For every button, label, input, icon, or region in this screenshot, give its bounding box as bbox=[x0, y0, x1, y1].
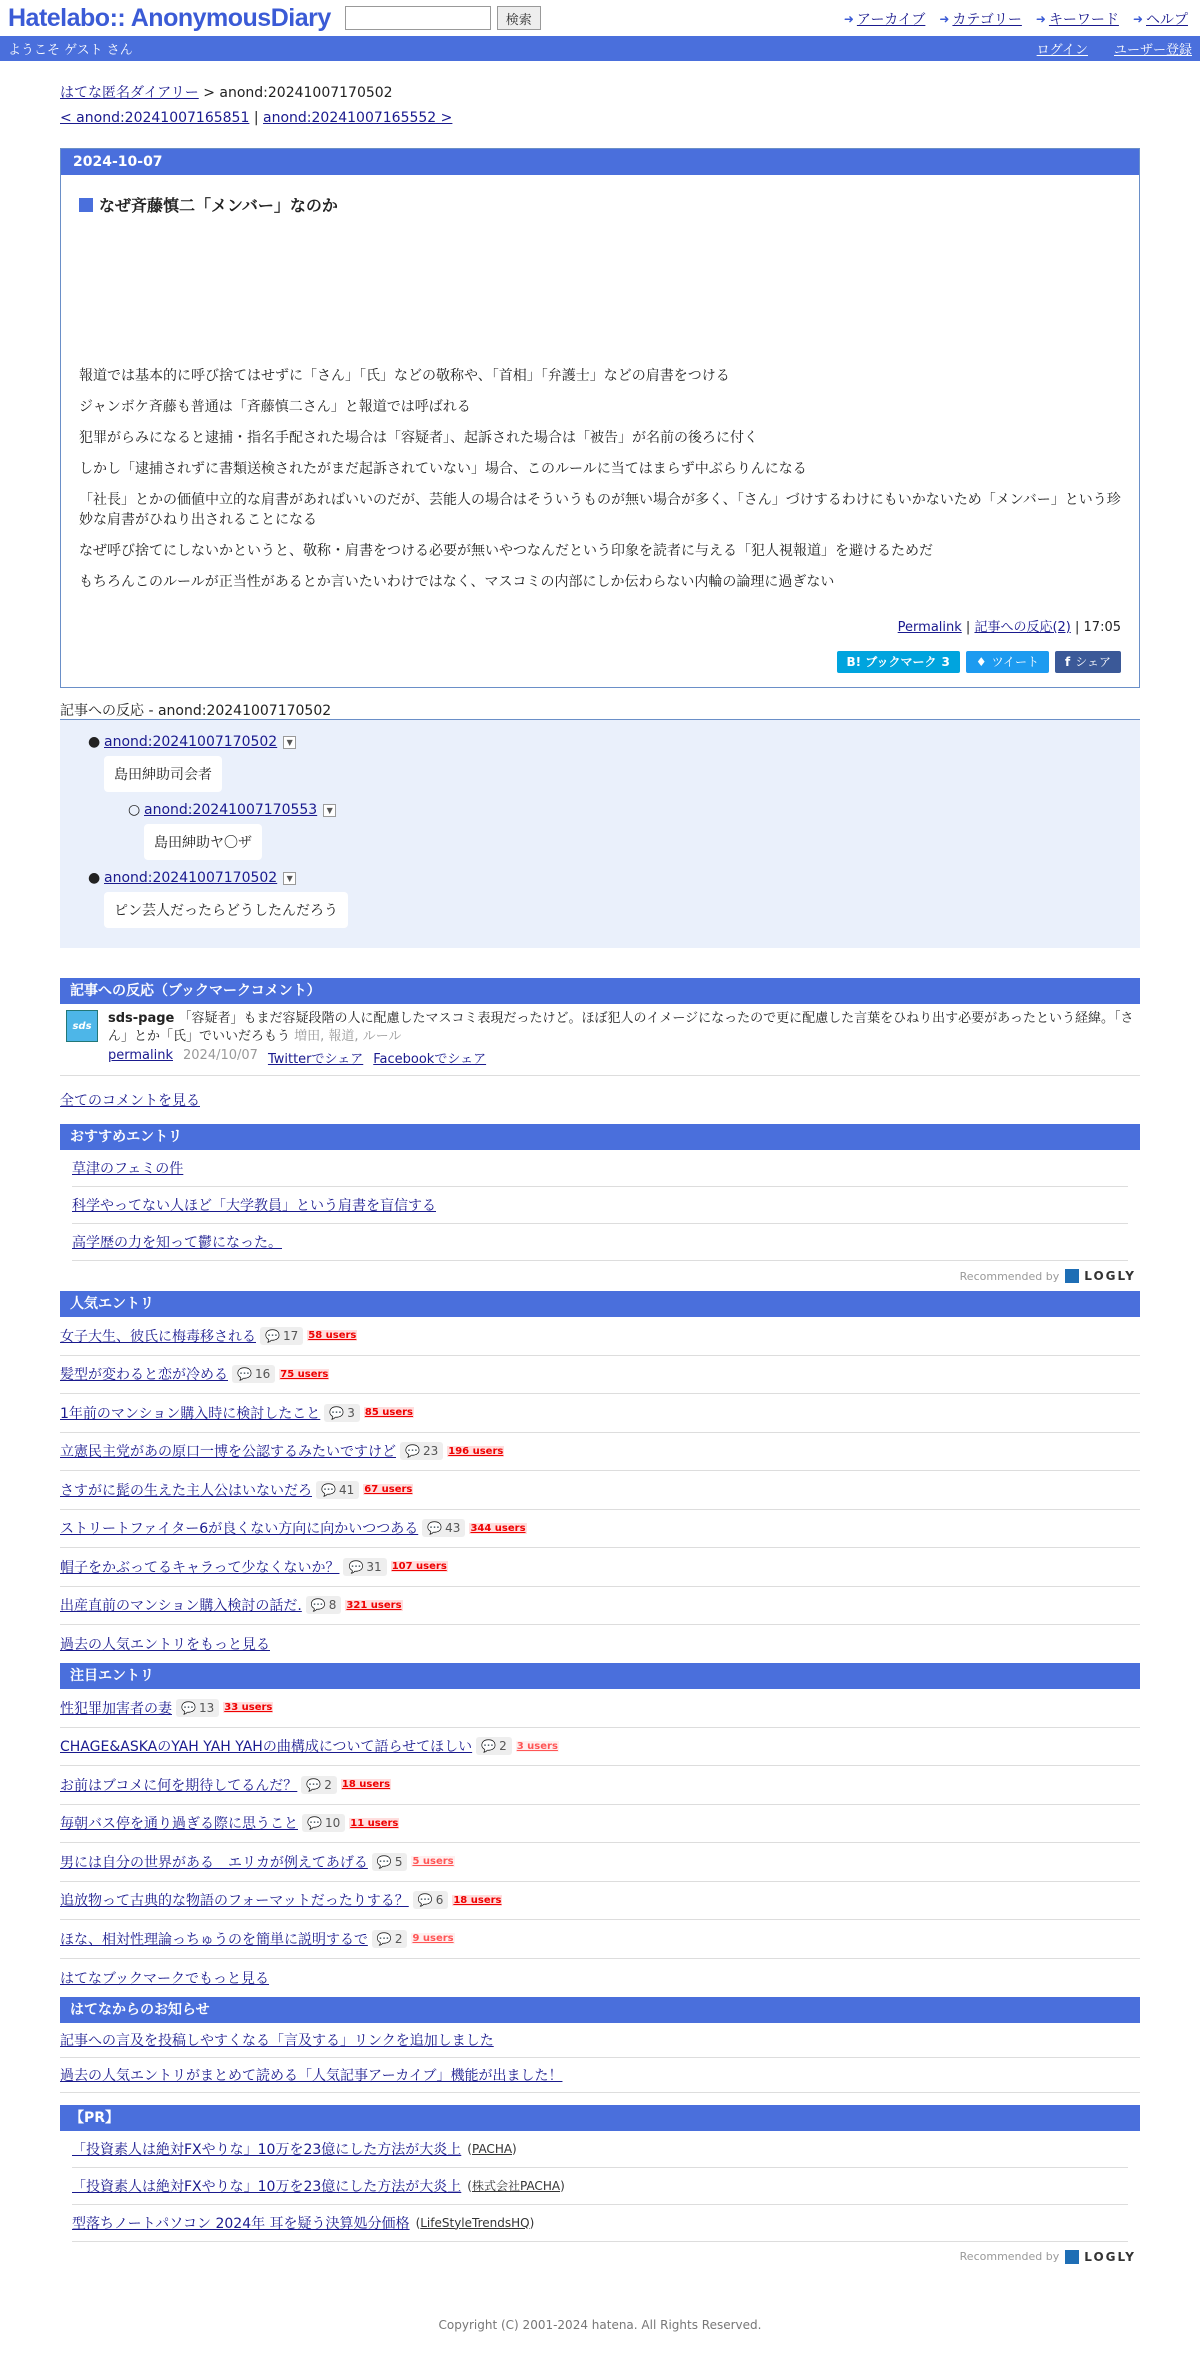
breadcrumb: はてな匿名ダイアリー > anond:20241007170502 bbox=[60, 85, 393, 101]
logly-logo[interactable]: LOGLY bbox=[1065, 2250, 1136, 2264]
nav-keyword[interactable]: ➜ キーワード bbox=[1035, 12, 1119, 28]
circle-bullet-icon: ○ bbox=[128, 802, 141, 818]
top-bar bbox=[0, 0, 1200, 36]
popular-heading: 人気エントリ bbox=[60, 1291, 1140, 1317]
recommended-item[interactable]: 高学歴の力を知って鬱になった。 bbox=[72, 1224, 1128, 1261]
speech-bubble-icon: 💬 bbox=[376, 1854, 392, 1869]
speech-bubble-icon: 💬 bbox=[481, 1739, 497, 1754]
register-link[interactable]: ユーザー登録 bbox=[1113, 43, 1192, 58]
popular-item[interactable]: ストリートファイター6が良くない方向に向かいつつある 💬 43 344 users bbox=[60, 1510, 1140, 1549]
welcome-text: ようこそ ゲスト さん bbox=[8, 43, 133, 58]
entry-paragraph: ジャンボケ斉藤も普通は「斉藤慎二さん」と報道では呼ばれる bbox=[79, 399, 471, 415]
nav-help[interactable]: ➜ ヘルプ bbox=[1132, 12, 1188, 28]
comment-count-badge[interactable]: 💬 2 bbox=[476, 1737, 512, 1755]
attention-item[interactable]: ほな、相対性理論っちゅうのを簡単に説明するで 💬 2 9 users bbox=[60, 1920, 1140, 1959]
entry-footer: Permalink | 記事への反応(2) | 17:05 bbox=[897, 620, 1121, 635]
comment-count-badge[interactable]: 💬 23 bbox=[400, 1442, 443, 1460]
comment-count-badge[interactable]: 💬 3 bbox=[324, 1404, 360, 1422]
user-bar bbox=[0, 36, 1200, 61]
recommended-by: Recommended by LOGLY bbox=[959, 1269, 1136, 1283]
attention-heading: 注目エントリ bbox=[60, 1663, 1140, 1689]
next-entry-link[interactable]: anond:20241007165552 > bbox=[263, 110, 453, 126]
nav-category[interactable]: ➜ カテゴリー bbox=[939, 12, 1022, 28]
bookmark-users-badge[interactable]: 321 users bbox=[346, 1599, 402, 1611]
attention-item[interactable]: 性犯罪加害者の妻 💬 13 33 users bbox=[60, 1689, 1140, 1728]
popular-list bbox=[60, 1317, 1140, 1625]
nav-archive[interactable]: ➜ アーカイブ bbox=[843, 12, 926, 28]
user-avatar[interactable]: sds bbox=[66, 1010, 98, 1042]
comment-count-badge[interactable]: 💬 8 bbox=[306, 1596, 342, 1614]
entry-time: 17:05 bbox=[1083, 620, 1121, 635]
top-nav bbox=[844, 9, 1188, 29]
popular-item[interactable]: さすがに髭の生えた主人公はいないだろ 💬 41 67 users bbox=[60, 1471, 1140, 1510]
chevron-right-icon: ➜ bbox=[843, 12, 854, 26]
recommended-item[interactable]: 草津のフェミの件 bbox=[72, 1150, 1128, 1187]
bookmark-comment-text: 「容疑者」もまだ容疑段階の人に配慮したマスコミ表現だったけど。ほぼ犯人のイメージになったので更に配慮した言葉をひねり出す必要があったという経緯。「さん」とか「氏」でいいだろもう bbox=[108, 1011, 1134, 1044]
hatena-bookmark-button[interactable]: B! ブックマーク 3 bbox=[837, 651, 960, 673]
attention-item[interactable]: お前はブコメに何を期待してるんだ？ 💬 2 18 users bbox=[60, 1766, 1140, 1805]
breadcrumb-current: anond:20241007170502 bbox=[219, 85, 393, 101]
bookmark-users-badge[interactable]: 344 users bbox=[470, 1522, 526, 1534]
facebook-share-button[interactable]: f シェア bbox=[1055, 651, 1121, 673]
permalink[interactable]: Permalink bbox=[897, 620, 962, 635]
attention-list bbox=[60, 1689, 1140, 1959]
chevron-right-icon: ➜ bbox=[1035, 12, 1046, 26]
news-item[interactable]: 記事への言及を投稿しやすくなる「言及する」リンクを追加しました bbox=[60, 2023, 1140, 2058]
popular-more-link[interactable]: 過去の人気エントリをもっと見る bbox=[60, 1637, 270, 1653]
dropdown-icon[interactable]: ▼ bbox=[323, 804, 336, 817]
bookmark-users-badge[interactable]: 107 users bbox=[391, 1561, 447, 1573]
speech-bubble-icon: 💬 bbox=[321, 1482, 336, 1497]
popular-item[interactable]: 1年前のマンション購入時に検討したこと 💬 3 85 users bbox=[60, 1394, 1140, 1433]
speech-bubble-icon: 💬 bbox=[306, 1777, 322, 1792]
breadcrumb-root[interactable]: はてな匿名ダイアリー bbox=[60, 85, 199, 101]
entry-date: 2024-10-07 bbox=[61, 149, 1139, 175]
comment-count-badge[interactable]: 💬 10 bbox=[302, 1814, 345, 1832]
pr-item[interactable]: 型落ちノートパソコン 2024年 耳を疑う決算処分価格 (LifeStyleTrendsHQ) bbox=[72, 2205, 1128, 2242]
tweet-button[interactable]: ♦ ツイート bbox=[966, 651, 1049, 673]
bookmark-tags: 増田, 報道, ルール bbox=[294, 1029, 402, 1044]
facebook-icon: f bbox=[1065, 655, 1071, 669]
bookmark-comment bbox=[60, 1004, 1140, 1076]
speech-bubble-icon: 💬 bbox=[265, 1328, 280, 1343]
bookmark-users-badge[interactable]: 5 users bbox=[412, 1856, 454, 1868]
logly-icon bbox=[1065, 2250, 1079, 2264]
comment-count-badge[interactable]: 💬 17 bbox=[260, 1327, 303, 1345]
attention-more-link[interactable]: はてなブックマークでもっと見る bbox=[60, 1970, 270, 1987]
chevron-right-icon: ➜ bbox=[939, 12, 950, 26]
speech-bubble-icon: 💬 bbox=[427, 1521, 443, 1536]
bookmark-permalink[interactable]: permalink bbox=[108, 1048, 173, 1063]
comment-count-badge[interactable]: 💬 2 bbox=[301, 1776, 337, 1794]
news-item[interactable]: 過去の人気エントリがまとめて読める「人気記事アーカイブ」機能が出ました！ bbox=[60, 2058, 1140, 2093]
reaction-item: ● anond:20241007170502 ▼ bbox=[104, 870, 1140, 886]
popular-item[interactable]: 立憲民主党があの原口一博を公認するみたいですけど 💬 23 196 users bbox=[60, 1433, 1140, 1472]
entry-paragraph: しかし「逮捕されずに書類送検されたがまだ起訴されていない」場合、このルールに当てはまらず中ぶらりんになる bbox=[79, 461, 807, 477]
bookmark-users-badge[interactable]: 3 users bbox=[516, 1740, 558, 1752]
attention-item[interactable]: CHAGE&ASKAのYAH YAH YAHの曲構成について語らせてほしい 💬 2 3 users bbox=[60, 1728, 1140, 1767]
comment-count-badge[interactable]: 💬 43 bbox=[422, 1519, 465, 1537]
logly-icon bbox=[1065, 1269, 1079, 1283]
speech-bubble-icon: 💬 bbox=[417, 1893, 433, 1908]
prev-entry-link[interactable]: < anond:20241007165851 bbox=[60, 110, 250, 126]
speech-bubble-icon: 💬 bbox=[307, 1816, 322, 1831]
pr-recommended-by: Recommended by LOGLY bbox=[959, 2249, 1136, 2264]
facebook-share-link[interactable]: Facebookでシェア bbox=[373, 1052, 487, 1067]
bookmark-comments-heading: 記事への反応（ブックマークコメント） bbox=[60, 978, 1140, 1004]
speech-bubble-icon: 💬 bbox=[376, 1931, 392, 1946]
entry-title: なぜ斉藤慎二「メンバー」なのか bbox=[79, 193, 1121, 216]
search-input[interactable] bbox=[345, 6, 491, 30]
entry-paragraph: もちろんこのルールが正当性があるとか言いたいわけではなく、マスコミの内部にしか伝わらない内輪の論理に過ぎない bbox=[79, 574, 835, 590]
bookmark-users-badge[interactable]: 18 users bbox=[341, 1779, 391, 1791]
speech-bubble-icon: 💬 bbox=[181, 1700, 196, 1715]
bookmark-users-badge[interactable]: 75 users bbox=[280, 1368, 329, 1380]
bullet-icon: ● bbox=[88, 870, 101, 886]
entry-paragraph: なぜ呼び捨てにしないかというと、敬称・肩書をつける必要が無いやつなんだという印象を読者に与える「犯人視報道」を避けるためだ bbox=[79, 543, 933, 559]
entry-paragraph: 報道では基本的に呼び捨てはせずに「さん」「氏」などの敬称や、「首相」「弁護士」などの肩書をつける bbox=[79, 368, 730, 384]
speech-bubble-icon: 💬 bbox=[237, 1367, 252, 1382]
speech-bubble-icon: 💬 bbox=[405, 1444, 420, 1459]
pr-heading: 【PR】 bbox=[60, 2105, 1140, 2131]
speech-bubble-icon: 💬 bbox=[329, 1405, 345, 1420]
attention-item[interactable]: 男には自分の世界がある エリカが例えてあげる 💬 5 5 users bbox=[60, 1843, 1140, 1882]
twitter-share-link[interactable]: Twitterでシェア bbox=[267, 1052, 364, 1067]
bookmark-users-badge[interactable]: 67 users bbox=[364, 1484, 413, 1496]
all-comments-link[interactable]: 全てのコメントを見る bbox=[60, 1093, 200, 1109]
bookmark-users-badge[interactable]: 196 users bbox=[448, 1445, 504, 1457]
dropdown-icon[interactable]: ▼ bbox=[283, 872, 296, 885]
copyright: Copyright (C) 2001-2024 hatena. All Rights Reserved. bbox=[438, 2318, 762, 2332]
comment-count-badge[interactable]: 💬 31 bbox=[343, 1558, 386, 1576]
login-link[interactable]: ログイン bbox=[1036, 43, 1088, 58]
reaction-bubble: 島田紳助ヤ〇ザ bbox=[144, 824, 262, 860]
attention-item[interactable]: 毎朝バス停を通り過ぎる際に思うこと 💬 10 11 users bbox=[60, 1805, 1140, 1844]
attention-item[interactable]: 追放物って古典的な物語のフォーマットだったりする？ 💬 6 18 users bbox=[60, 1882, 1140, 1921]
entry-paragraph: 「社長」とかの価値中立的な肩書があればいいのだが、芸能人の場合はそういうものが無い場合が多く、「さん」づけするわけにもいかないため「メンバー」という珍妙な肩書がひねり出されることになる bbox=[79, 492, 1121, 528]
bookmark-date: 2024/10/07 bbox=[183, 1048, 258, 1063]
comment-count-badge[interactable]: 💬 41 bbox=[316, 1481, 359, 1499]
reactions-link[interactable]: 記事への反応(2) bbox=[974, 620, 1071, 635]
popular-item[interactable]: 出産直前のマンション購入検討の話だ. 💬 8 321 users bbox=[60, 1587, 1140, 1626]
comment-count-badge[interactable]: 💬 6 bbox=[413, 1891, 449, 1909]
site-logo[interactable]: Hatelabo:: AnonymousDiary bbox=[8, 3, 331, 32]
comment-count-badge[interactable]: 💬 13 bbox=[176, 1699, 219, 1717]
bullet-icon: ● bbox=[88, 734, 101, 750]
chevron-right-icon: ➜ bbox=[1132, 12, 1143, 26]
reaction-child bbox=[128, 802, 1140, 870]
bookmark-users-badge[interactable]: 18 users bbox=[453, 1894, 502, 1906]
entry-spacer bbox=[79, 216, 1121, 366]
share-buttons bbox=[79, 651, 1121, 673]
news-heading: はてなからのお知らせ bbox=[60, 1997, 1140, 2023]
speech-bubble-icon: 💬 bbox=[348, 1559, 364, 1574]
reaction-item: ● anond:20241007170502 ▼ bbox=[104, 734, 1140, 750]
bookmark-user[interactable]: sds-page bbox=[108, 1011, 175, 1026]
bookmark-users-badge[interactable]: 11 users bbox=[350, 1817, 399, 1829]
bookmark-users-badge[interactable]: 33 users bbox=[224, 1702, 273, 1714]
popular-item[interactable]: 帽子をかぶってるキャラって少なくないか？ 💬 31 107 users bbox=[60, 1548, 1140, 1587]
reaction-bubble: 島田紳助司会者 bbox=[104, 756, 222, 792]
pr-item[interactable]: 「投資素人は絶対FXやりな」10万を23億にした方法が大炎上 (PACHA) bbox=[72, 2131, 1128, 2168]
recommended-item[interactable]: 科学やってない人ほど「大学教員」という肩書を盲信する bbox=[72, 1187, 1128, 1224]
bookmark-users-badge[interactable]: 58 users bbox=[308, 1330, 357, 1342]
comment-count-badge[interactable]: 💬 2 bbox=[372, 1930, 408, 1948]
reactions-heading: 記事への反応 - anond:20241007170502 bbox=[60, 700, 1140, 720]
entry-box bbox=[60, 148, 1140, 688]
reaction-item: ○ anond:20241007170553 ▼ bbox=[144, 802, 1140, 818]
bookmark-users-badge[interactable]: 85 users bbox=[364, 1407, 414, 1419]
entry-body bbox=[61, 175, 1139, 687]
popular-item[interactable]: 女子大生、彼氏に梅毒移される 💬 17 58 users bbox=[60, 1317, 1140, 1356]
entry-paragraph: 犯罪がらみになると逮捕・指名手配された場合は「容疑者」、起訴された場合は「被告」が名前の後ろに付く bbox=[79, 430, 758, 446]
search-button[interactable]: 検索 bbox=[497, 6, 541, 30]
bookmark-users-badge[interactable]: 9 users bbox=[412, 1933, 454, 1945]
reactions-tree bbox=[60, 720, 1140, 948]
twitter-bird-icon: ♦ bbox=[975, 655, 987, 669]
popular-item[interactable]: 髪型が変わると恋が冷める 💬 16 75 users bbox=[60, 1356, 1140, 1395]
reaction-bubble: ピン芸人だったらどうしたんだろう bbox=[104, 892, 348, 928]
speech-bubble-icon: 💬 bbox=[310, 1598, 326, 1613]
comment-count-badge[interactable]: 💬 16 bbox=[232, 1365, 275, 1383]
pr-item[interactable]: 「投資素人は絶対FXやりな」10万を23億にした方法が大炎上 (株式会社PACHA) bbox=[72, 2168, 1128, 2205]
recommended-heading: おすすめエントリ bbox=[60, 1124, 1140, 1150]
dropdown-icon[interactable]: ▼ bbox=[283, 736, 296, 749]
logly-logo[interactable]: LOGLY bbox=[1065, 1269, 1136, 1283]
comment-count-badge[interactable]: 💬 5 bbox=[372, 1853, 408, 1871]
entry-pager: < anond:20241007165851 | anond:20241007165552 > bbox=[60, 110, 453, 126]
title-square-icon[interactable] bbox=[79, 198, 93, 212]
main-content bbox=[60, 62, 1140, 2272]
